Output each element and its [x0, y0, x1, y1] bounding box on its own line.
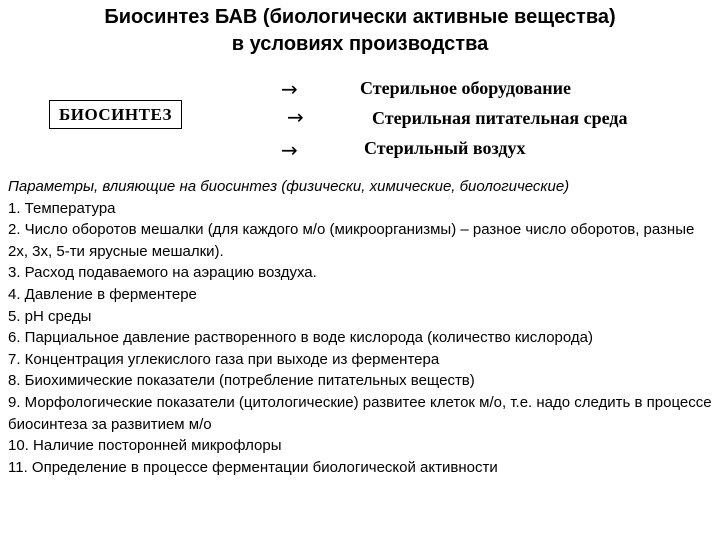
parameter-item: 10. Наличие посторонней микрофлоры [8, 437, 282, 455]
parameter-item: 11. Определение в процессе ферментации биологической активности [8, 458, 498, 476]
parameter-item: 8. Биохимические показатели (потребление питательных веществ) [8, 372, 475, 390]
parameter-item: 9. Морфологические показатели (цитологические) развитее клеток м/о, т.е. надо следить в процессе биосинтеза за развитием м/о [8, 393, 712, 433]
title-line-1: Биосинтез БАВ (биологически активные вещества) [104, 6, 616, 28]
parameter-item: 5. pH среды [8, 307, 92, 325]
slide-title [0, 4, 720, 58]
parameter-item: 6. Парциальное давление растворенного в воде кислорода (количество кислорода) [8, 329, 593, 347]
biosynthesis-box: БИОСИНТЕЗ [49, 100, 182, 129]
requirement-sterile-air: Стерильный воздух [364, 138, 526, 158]
parameter-item: 7. Концентрация углекислого газа при выходе из ферментера [8, 350, 440, 368]
arrow-right-icon: → [281, 77, 298, 101]
parameter-item: 4. Давление в ферментере [8, 285, 197, 303]
title-line-2: в условиях производства [231, 33, 489, 55]
requirement-sterile-equipment: Стерильное оборудование [360, 78, 571, 98]
arrow-right-icon: → [287, 105, 304, 129]
parameter-item: 1. Температура [8, 199, 116, 217]
arrow-right-icon: → [281, 138, 298, 162]
parameters-text [8, 176, 714, 478]
parameters-intro: Параметры, влияющие на биосинтез (физически, химические, биологические) [8, 178, 570, 195]
parameter-item: 2. Число оборотов мешалки (для каждого м/о (микроорганизмы) – разное число оборотов, разные 2х, 3х, 5-ти ярусные мешалки). [8, 221, 695, 260]
requirement-sterile-medium: Стерильная питательная среда [372, 108, 628, 128]
parameter-item: 3. Расход подаваемого на аэрацию воздуха. [8, 264, 317, 282]
